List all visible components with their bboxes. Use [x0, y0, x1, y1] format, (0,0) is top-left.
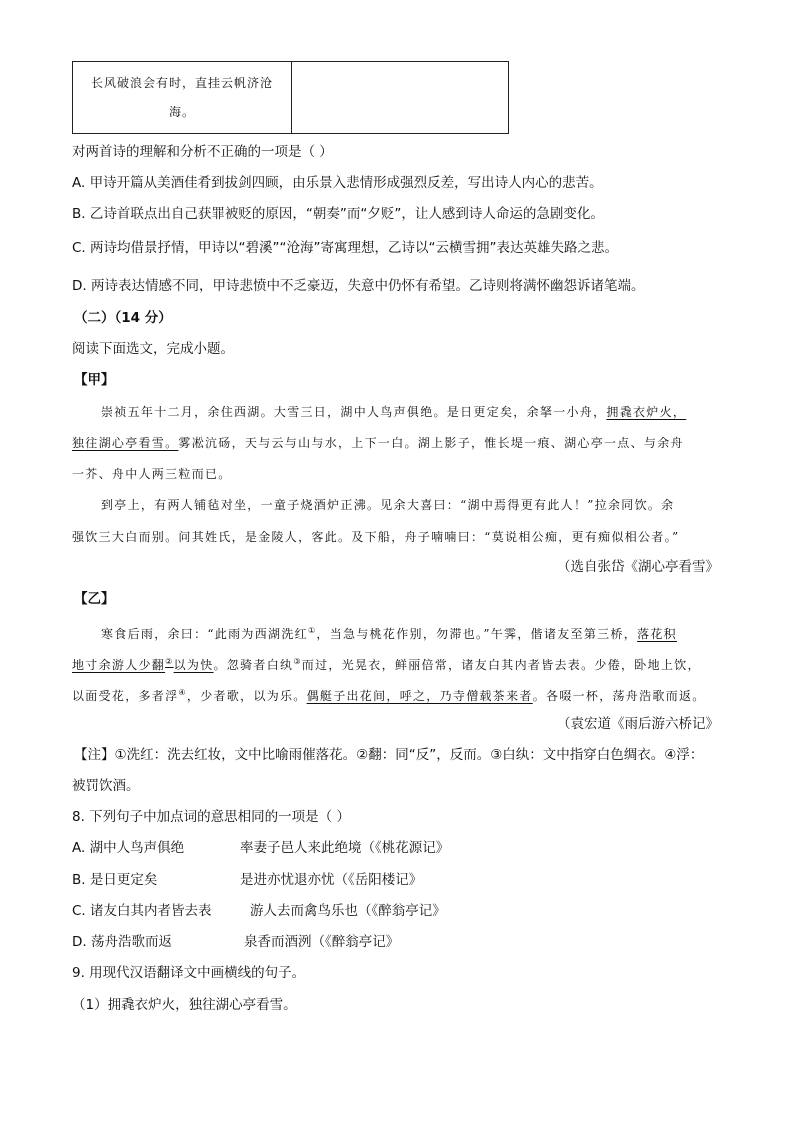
poem-table: [72, 61, 509, 134]
underlined-sentence-1a: 拥毳衣炉火，: [606, 405, 687, 419]
underlined-sentence-3: 偶艇子出花间，呼之，乃寺僧载茶来者: [306, 689, 533, 703]
question-8-stem: 8. 下列句子中加点词的意思相同的一项是（ ）: [72, 809, 350, 825]
annotation-note-line-2: 被罚饮酒。: [72, 778, 140, 794]
underlined-sentence-2b: 地寸余游人少翻: [72, 658, 166, 672]
question-7-option-d: D. 两诗表达情感不同，甲诗悲愤中不乏豪迈，失意中仍怀有希望。乙诗则将满怀幽怨诉诸笔端。: [72, 278, 645, 294]
passage-jia-line-4: 到亭上，有两人铺毡对坐，一童子烧酒炉正沸。见余大喜曰：“湖中焉得更有此人！”拉余同饮。余: [101, 498, 675, 512]
passage-yi-line-3: 以面受花，多者浮④，少者歌，以为乐。偶艇子出花间，呼之，乃寺僧载茶来者。各啜一杯，荡舟浩歌而返。: [72, 688, 706, 703]
passage-yi-line-2: 地寸余游人少翻②以为快。忽骑者白纨③而过，光晃衣，鲜丽倍常，诸友白其内者皆去表。少倦，卧地上饮，: [72, 657, 701, 672]
question-8-option-a-right: 率妻子邑人来此绝境（《桃花源记》: [240, 840, 450, 856]
poem-table-left-cell: [73, 62, 292, 134]
passage-yi-label: 【乙】: [74, 591, 115, 607]
question-7-option-b: B. 乙诗首联点出自己获罪被贬的原因，“朝奏”而“夕贬”，让人感到诗人命运的急剧变化。: [72, 206, 604, 222]
poem-table-right-cell: [292, 62, 509, 134]
question-9-stem: 9. 用现代汉语翻译文中画横线的句子。: [72, 965, 306, 981]
passage-jia-label: 【甲】: [74, 372, 115, 388]
passage-yi-source: （袁宏道《雨后游六桥记》: [557, 716, 719, 732]
section-2-instruction: 阅读下面选文，完成小题。: [72, 341, 234, 357]
question-9-item-1: （1）拥毳衣炉火，独往湖心亭看雪。: [72, 997, 297, 1013]
question-8-option-b-left: B. 是日更定矣: [72, 872, 158, 888]
passage-yi-line-1: 寒食后雨，余曰：“此雨为西湖洗红①，当急与桃花作别，勿滞也。”午霁，偕诸友至第三桥，落花积: [101, 626, 677, 641]
question-7-option-c: C. 两诗均借景抒情，甲诗以“碧溪”“沧海”寄寓理想，乙诗以“云横雪拥”表达英雄失路之悲。: [72, 240, 618, 256]
passage-jia-line-1: 崇祯五年十二月，余住西湖。大雪三日，湖中人鸟声俱绝。是日更定矣，余拏一小舟，拥毳衣炉火，: [101, 405, 687, 419]
passage-jia-source: （选自张岱《湖心亭看雪》: [557, 559, 719, 575]
question-8-option-a-left: A. 湖中人鸟声俱绝: [72, 840, 185, 856]
question-8-option-d-right: 泉香而酒洌（《醉翁亭记》: [244, 934, 400, 950]
underlined-sentence-2a: 落花积: [637, 627, 677, 641]
passage-jia-line-5: 强饮三大白而别。问其姓氏，是金陵人，客此。及下船，舟子喃喃曰：“莫说相公痴，更有痴似相公者。”: [72, 530, 680, 544]
question-7-stem: 对两首诗的理解和分析不正确的一项是（ ）: [72, 144, 333, 160]
passage-jia-line-2: 独往湖心亭看雪。雾凇沆砀，天与云与山与水，上下一白。湖上影子，惟长堤一痕、湖心亭一点、与余舟: [72, 436, 684, 450]
question-7-option-a: A. 甲诗开篇从美酒佳肴到拔剑四顾，由乐景入悲情形成强烈反差，写出诗人内心的悲苦。: [72, 175, 603, 191]
question-8-option-c-left: C. 诸友白其内者皆去表: [72, 903, 212, 919]
annotation-note-line-1: 【注】①洗红：洗去红妆，文中比喻雨催落花。②翻：同“反”，反而。③白纨：文中指穿白色绸衣。④浮：: [74, 747, 704, 763]
passage-jia-line-3: 一芥、舟中人两三粒而已。: [72, 467, 232, 481]
underlined-sentence-1b: 独往湖心亭看雪。: [72, 436, 179, 450]
underlined-sentence-2c: 以为快: [173, 658, 214, 672]
question-8-option-d-left: D. 荡舟浩歌而返: [72, 934, 172, 950]
question-8-option-b-right: 是进亦忧退亦忧（《岳阳楼记》: [240, 872, 423, 888]
section-2-heading: （二）（14 分）: [74, 310, 172, 326]
poem-line-2: 海。: [168, 104, 195, 119]
poem-line-1: 长风破浪会有时，直挂云帆济沧: [90, 75, 273, 90]
question-8-option-c-right: 游人去而禽鸟乐也（《醉翁亭记》: [250, 903, 446, 919]
